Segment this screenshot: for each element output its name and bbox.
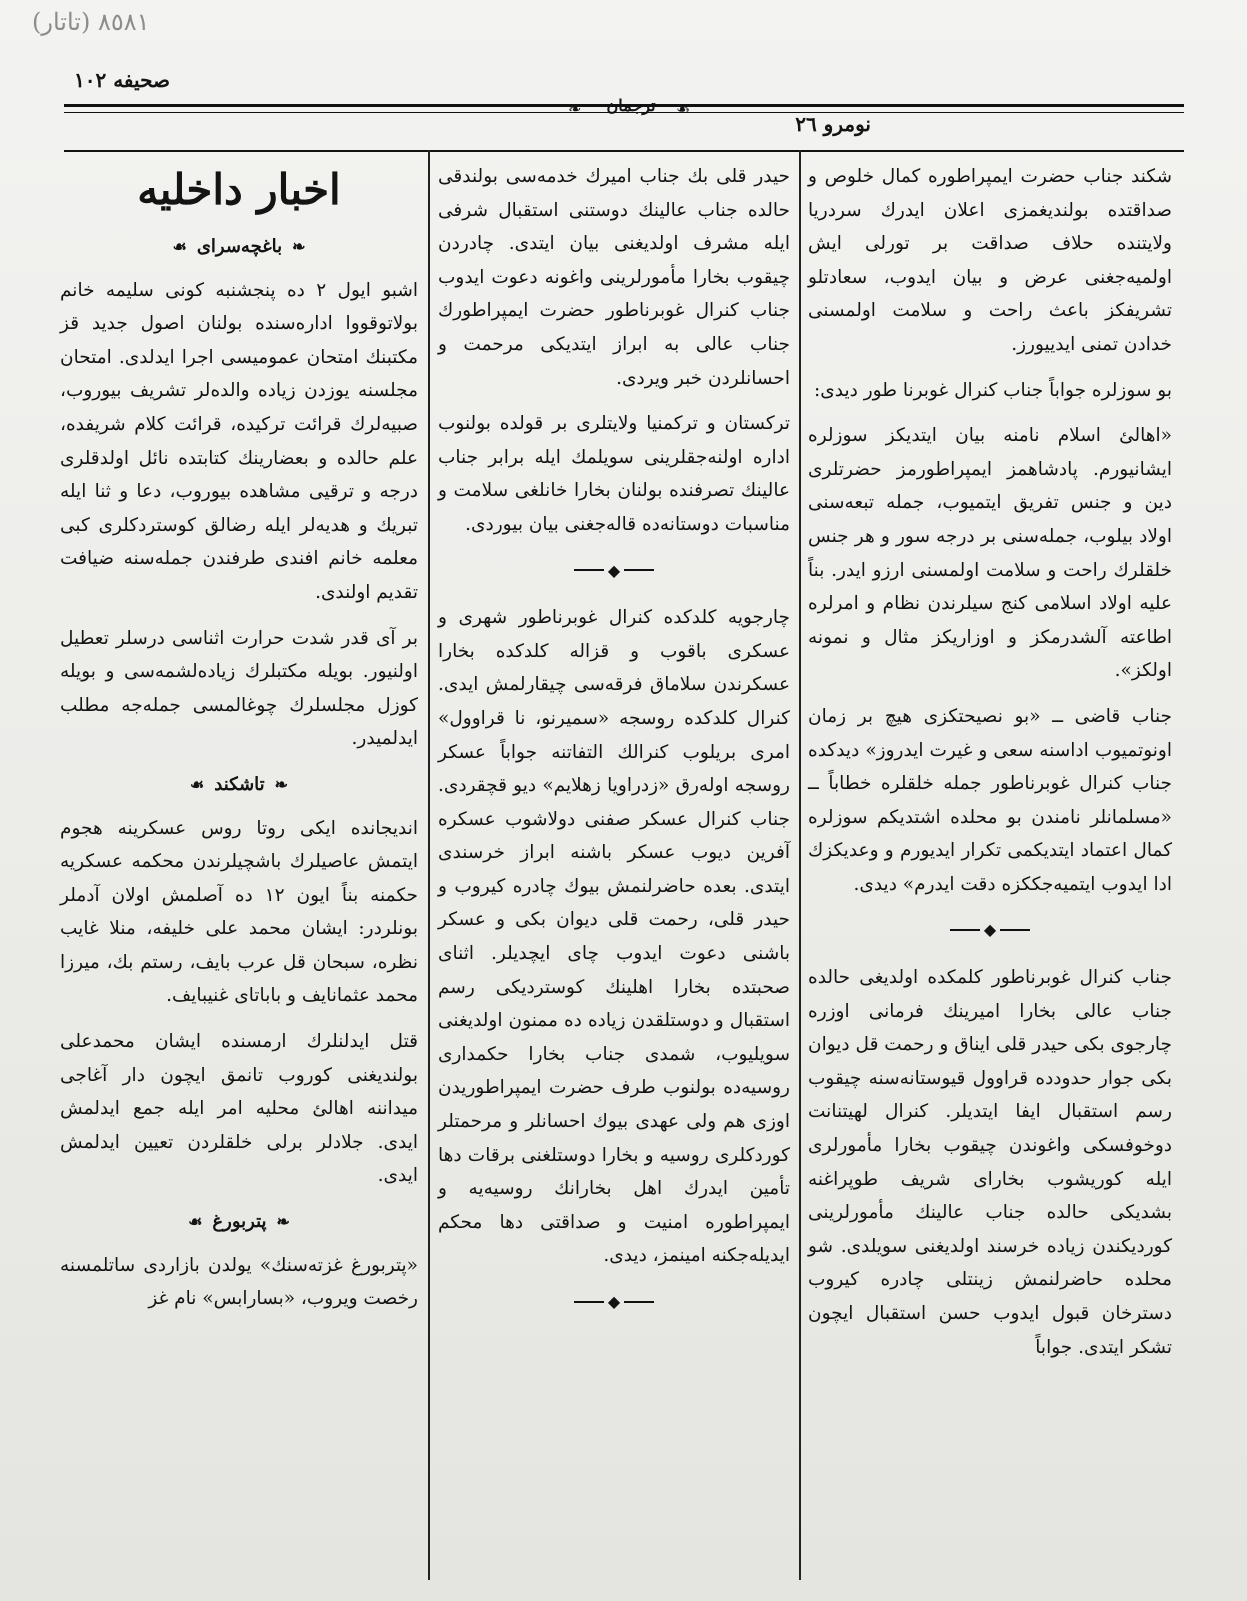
article-column-middle [438, 160, 790, 1333]
article-paragraph: چارجويه كلدكده كنرال غوبرناطور شهرى و عسكرى باقوب و قزاله كلدكده بخارا عسكرندن سلاماق فرقه‌سى چيقارلمش ايدى. كنرال كلدكده روسجه «سميرنو، نا قراوول» امرى بريلوب كنرالك التفاتنه جواباً عسكر روسجه اوله‌رق «زدراويا زهلايم» ديو قچقردى. جناب كنرال عسكر صفنى دولاشوب عسكره آفرين ديوب عسكر باشنه ابراز خرسندى ايتدى. بعده حاضرلنمش بيوك چادره كيروب و حيدر قلى، رحمت قلى ديوان بكى و عسكر باشنى دعوت ايدوب چاى ايچديلر. اثناى صحبتده بخارا اهلينك كوسترديكى رسم استقبال و دوستلقدن زياده ده ممنون اولديغنى سويليوب، شمدى جناب بخارا حكمدارى روسيه‌ده بولنوب طرف حضرت ايمپراطوريدن اوزى هم ولى عهدى بيوك احسانلر و مرحمتلر كوردكلرى روسيه و بخارا دوستلغنى برقات دها تأمين ايدرك اهل بخارانك روسيه‌يه و ايمپراطوره امنيت و صداقتى دها محكم ايديله‌جكنه امينمز، ديدى. [438, 607, 790, 1267]
subsection-heading [60, 1205, 418, 1239]
page-number-label: صحيفه ١٠٢ [74, 68, 170, 92]
ornament-icon: ❧ [274, 774, 289, 794]
column-divider-right [799, 150, 801, 1580]
subsection-heading [60, 230, 418, 264]
ornament-icon: ☙ [172, 237, 187, 256]
subsection-heading [60, 768, 418, 802]
article-paragraph: حيدر قلى بك جناب اميرك خدمه‌سى بولندقى حالده جناب عالينك دوستنى استقبال شرفى ايله مشرف اولديغنى بيان ايتدى. چادردن چيقوب بخارا مأمورلرينى واغونه دعوت ايدوب جناب كنرال غوبرناطور حضرت ايمپراطورك جناب عالى به ابراز ايتديكى مرحمت و احسانلردن خبر ويردى. [438, 166, 790, 389]
divider-diamond-icon: ◆ [607, 1292, 621, 1311]
divider-diamond-icon: ◆ [983, 920, 997, 940]
section-title: اخبار داخليه [137, 165, 341, 214]
section-divider [808, 913, 1172, 947]
header-bottom-rule [64, 150, 1184, 152]
article-paragraph: قتل ايدلنلرك ارمسنده ايشان محمدعلى بولنديغنى كوروب تانمق ايچون دار آغاجى ميداننه اهالئ محليه امر ايله جمع ايدلمش ايدى. جلادلر برلى خلقلردن تعيين ايدلمش ايدى. [60, 1031, 418, 1187]
masthead-title: ترجمان [606, 96, 656, 115]
article-paragraph: انديجانده ايكى روتا روس عسكرينه هجوم ايتمش عاصيلرك باشچيلرندن محكمه عسكريه حكمنه بناً ايون ١٢ ده آصلمش اولان آدملر بونلردر: ايشان محمد على خليفه، منلا غايب نظره، سبحان قل عرب بايف، رستم بك، ميرزا محمد عثمانايف و باباتاى غنيبايف. [60, 817, 418, 1007]
article-paragraph: جناب قاضى ــ «بو نصيحتكزى هيچ بر زمان اونوتميوب اداسنه سعى و غيرت ايدروز» ديدكده جناب كنرال غوبرناطور جمله خلقلره خطاباً ــ «مسلمانلر نامندن بو محلده اشتديكم سوزلره كمال اعتماد ايتديكمى تكرار ايديورم و وعديكزك ادا ايدوب ايتميه‌جككزه دقت ايدرم» ديدى. [808, 705, 1172, 895]
subsection-heading-label: تاشكند [214, 773, 265, 795]
issue-number-label: نومرو ٢٦ [795, 112, 871, 136]
masthead-ornament-left-icon: ❧ [568, 99, 582, 118]
section-divider [438, 1285, 790, 1319]
article-paragraph: تركستان و تركمنيا ولايتلرى بر قولده بولنوب اداره اولنه‌جقلرينى سويلمك ايله برابر جناب عالينك تصرفنده بولنان بخارا خانلغى سلامت و مناسبات دوستانه‌ده قاله‌جغنى بيان بيوردى. [438, 413, 790, 535]
ornament-icon: ❧ [292, 237, 306, 256]
article-paragraph: «پتربورغ غزته‌سنك» يولدن بازاردى ساتلمسنه رخصت ويروب، «بسارابس» نام غز [60, 1254, 418, 1310]
article-paragraph: جناب كنرال غوبرناطور كلمكده اولديغى حالده جناب عالى بخارا اميرينك فرمانى اوزره چارجوى بكى حيدر قلى ايناق و رحمت قل ديوان بكى جوار حدودده قراوول قيوستانه‌سنه چيقوب رسم استقبال ايفا ايتديلر. كنرال لهيتنانت دوخوفسكى واغوندن چيقوب بخارا مأمورلرى ايله كوريشوب بخاراى شريف طوپراغنه بشديكى حالده جناب عالينك مأمورلرينى كورديكندن زياده خرسند اولديغنى سويلدى. شو محلده حاضرلنمش زينتلى چادره كيروب دسترخان قبول ايدوب حسن استقبال ايچون تشكر ايتدى. جواباً [808, 967, 1172, 1358]
article-column-left [60, 160, 418, 1328]
section-divider [438, 554, 790, 588]
subsection-heading-label: باغچه‌سراى [196, 236, 283, 257]
article-paragraph: بو سوزلره جواباً جناب كنرال غوبرنا طور ديدى: [814, 379, 1172, 401]
article-paragraph: «اهالئ اسلام نامنه بيان ايتديكز سوزلره ايشانيورم. پادشاهمز ايمپراطورمز حضرتلرى دين و جنس تفريق ايتميوب، جمله تبعه‌سنى اولاد بيلوب، جمله‌سنى بر درجه سور و هر جنس خلقلرك راحت و سلامت اولمسنى ارزو ايدر. بناً عليه اولاد اسلامى كنج سيلرندن نظام و امرلره اطاعته آلشدرمكز و اوزاريكز مثال و نمونه اولكز». [808, 425, 1172, 682]
ornament-icon: ☙ [189, 774, 205, 794]
article-column-right [808, 160, 1172, 1376]
article-paragraph: اشبو ايول ٢ ده پنجشنبه كونى سليمه خانم بولاتوقووا اداره‌سنده بولنان اصول جديد قز مكتبنك امتحان عموميسى اجرا ايدلدى. امتحان مجلسنه يوزدن زياده والده‌لر تشريف بيوروب، صبيه‌لرك قرائت تركيده، قرائت كلام شريفده، علم حالده و بعضارينك كتابتده نائل اولدقلرى درجه و ترقيى مشاهده بيوروب، دعا و ثنا ايله تبريك و هديه‌لر ايله رضالق كوستردكلرى كبى معلمه خانم افندى طرفندن جمله‌سنه ضيافت تقديم اولندى. [60, 279, 418, 603]
article-paragraph: شكند جناب حضرت ايمپراطوره كمال خلوص و صداقتده بولنديغمزى اعلان ايدرك سردريا ولايتنده حلاف صداقت بر تورلى ايش اولميه‌جغنى عرض و بيان ايدوب، سعادتلو تشريفكز باعث راحت و سلامت اولمسنى خدادن تمنى ايدييورز. [808, 166, 1172, 355]
subsection-heading-label: پتربورغ [212, 1211, 267, 1233]
archive-handwritten-note: ٨٥٨١ (تاتار) [32, 8, 150, 36]
ornament-icon: ❧ [276, 1212, 290, 1232]
ornament-icon: ☙ [188, 1212, 203, 1232]
divider-diamond-icon: ◆ [607, 560, 621, 580]
article-paragraph: بر آى قدر شدت حرارت اثناسى درسلر تعطيل اولنيور. بويله مكتبلرك زياده‌لشمه‌سى و بويله كوزل مجلسلرك چوغالمسى جمله‌جه مطلب ايدلميدر. [60, 627, 418, 750]
masthead-ornament-right-icon: ☙ [676, 99, 691, 118]
column-divider-left [428, 150, 430, 1580]
header-double-rule [64, 104, 1184, 113]
